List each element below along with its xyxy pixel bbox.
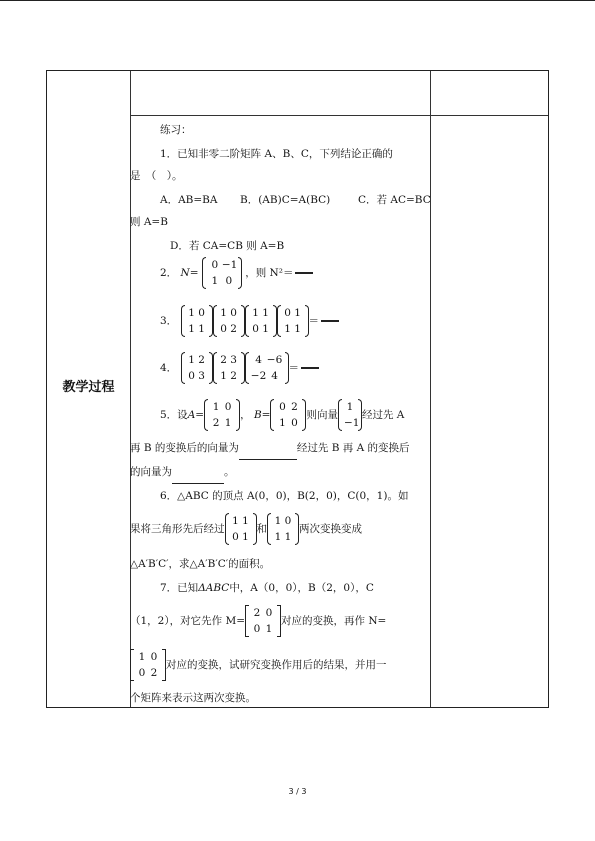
- q7-matrix-m: 2 0 0 1: [245, 605, 281, 637]
- q5-matrix-a: 1 0 2 1: [204, 399, 240, 431]
- q5-blank-2: [172, 461, 224, 484]
- q7-line1b: 中，A（0，0），B（2，0），C: [229, 582, 374, 594]
- q5-vector: 1 −1: [338, 399, 362, 431]
- q6-line1: 6．△ABC 的顶点 A(0，0)，B(2，0)，C(0，1)。如: [160, 490, 409, 502]
- page-number: 3 / 3: [288, 787, 307, 796]
- q4: [160, 352, 319, 384]
- q4-matrix-1: 1 2 0 3: [181, 352, 213, 384]
- col-divider-2: [430, 71, 431, 707]
- q5-eq-a: =: [195, 409, 205, 421]
- q6-line2b: 两次变换变成: [299, 523, 362, 535]
- q4-answer-blank: [301, 367, 319, 369]
- q7-matrix-n: 1 0 0 2: [130, 649, 166, 681]
- q5-var-b: B: [253, 409, 262, 421]
- q1-line2: 是 （ ）。: [130, 170, 183, 182]
- q2-prefix: 2．: [160, 267, 178, 279]
- q6-matrix-1: 1 1 0 1: [225, 513, 257, 545]
- q7-line1a: 7．已知: [160, 582, 199, 594]
- q7-line3-text: 对应的变换，试研究变换作用后的结果，并用一: [166, 659, 387, 671]
- row-divider-right: [430, 115, 548, 116]
- q3-matrix-2: 1 0 0 2: [213, 305, 245, 337]
- q7-line2b: 对应的变换，再作 N=: [281, 615, 387, 627]
- q3-answer-blank: [321, 320, 339, 322]
- row-divider: [130, 115, 430, 116]
- q6-line2: [130, 513, 362, 545]
- top-rule: [0, 0, 595, 1]
- q5-var-a: A: [187, 409, 196, 421]
- q3-prefix: 3．: [160, 315, 178, 327]
- q6-line2a: 果将三角形先后经过: [130, 523, 225, 535]
- q5-matrix-b: 0 2 1 0: [270, 399, 306, 431]
- q7-line2a: （1，2），对它先作 M=: [130, 615, 245, 627]
- q7-line2: [130, 605, 386, 637]
- q6-line3: △A′B′C′，求△A′B′C′的面积。: [130, 558, 271, 570]
- q1-line1: 1．已知非零二阶矩阵 A、B、C，下列结论正确的: [160, 148, 393, 160]
- q5-tail: 经过先 A: [361, 409, 405, 421]
- q5-blank-1: [239, 437, 297, 460]
- q5-eq-b: =: [261, 409, 271, 421]
- q2-eq: =: [189, 267, 199, 279]
- q1-option-c: C．若 AC=BC: [358, 194, 431, 206]
- q5-mid: 则向量: [306, 409, 338, 421]
- q5-line3a: 的向量为: [130, 466, 172, 478]
- q7-triangle: ΔABC: [198, 582, 230, 594]
- q5-line2: [130, 437, 410, 460]
- q4-eq: ＝: [288, 362, 300, 374]
- q4-prefix: 4．: [160, 362, 178, 374]
- q6-matrix-2: 1 0 1 1: [267, 513, 299, 545]
- q6-and: 和: [256, 523, 267, 535]
- q2-var: N: [180, 267, 190, 279]
- q2-suffix: ，则 N²＝: [245, 267, 294, 279]
- q2-answer-blank: [295, 272, 313, 274]
- q5-line3b: 。: [224, 466, 235, 478]
- q7-line4: 个矩阵来表示这两次变换。: [130, 692, 256, 704]
- q2: [160, 257, 313, 289]
- q1-option-b: B．(AB)C=A(BC): [240, 194, 331, 206]
- q3-matrix-3: 1 1 0 1: [245, 305, 277, 337]
- q7-line1: [160, 577, 374, 599]
- q3-matrix-1: 1 0 1 1: [181, 305, 213, 337]
- q5-line3: [130, 461, 235, 484]
- q4-matrix-2: 2 3 1 2: [213, 352, 245, 384]
- q2-matrix: 0 −1 1 0: [202, 257, 242, 289]
- q5-line1: [160, 399, 404, 431]
- q3-eq: ＝: [308, 315, 320, 327]
- q5-prefix: 5．设: [160, 409, 188, 421]
- q1-option-c-cont: 则 A=B: [130, 216, 168, 228]
- q3-matrix-4: 0 1 1 1: [277, 305, 309, 337]
- q5-line2b: 经过先 B 再 A 的变换后: [296, 442, 410, 454]
- q5-sep: ，: [240, 409, 251, 421]
- q1-option-d: D．若 CA=CB 则 A=B: [170, 240, 285, 252]
- q5-line2a: 再 B 的变换后的向量为: [130, 442, 239, 454]
- q1-option-a: A．AB=BA: [160, 194, 218, 206]
- q3: [160, 305, 339, 337]
- q7-line3: [130, 649, 387, 681]
- heading: 练习：: [160, 124, 192, 136]
- section-label: 教学过程: [62, 380, 115, 395]
- q4-matrix-3: 4 −6 −2 4: [245, 352, 289, 384]
